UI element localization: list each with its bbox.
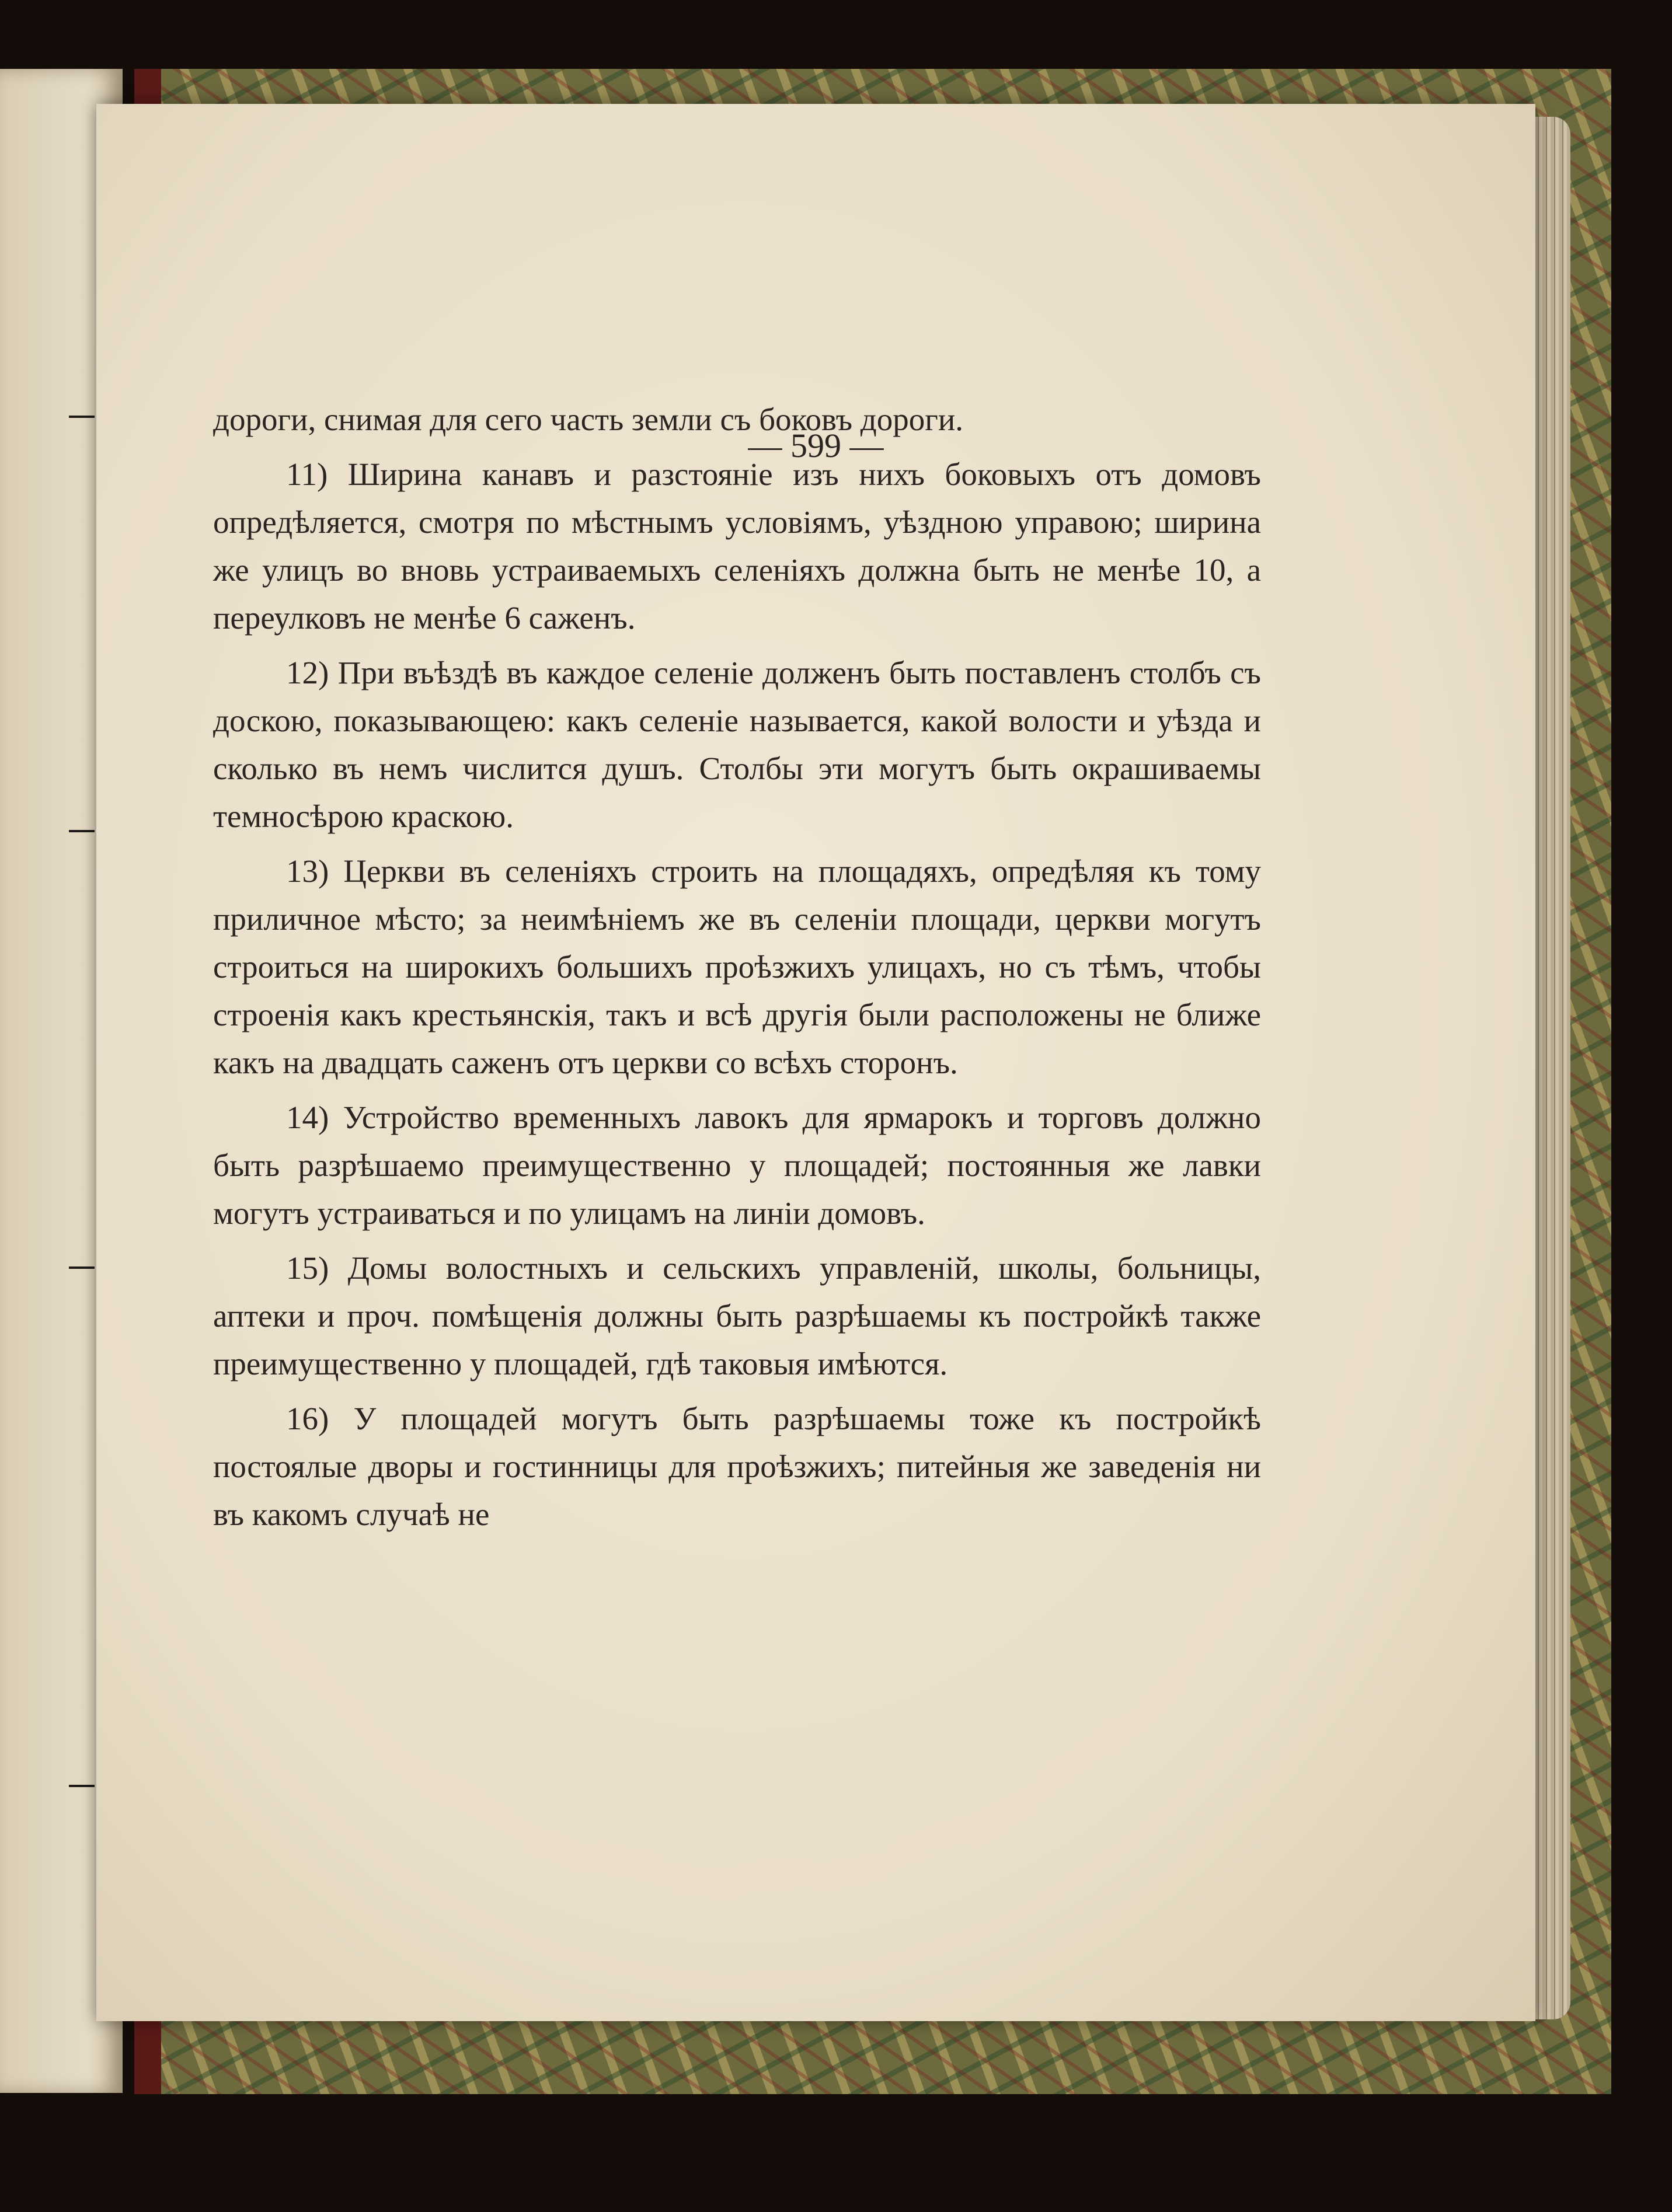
margin-mark xyxy=(69,416,95,428)
book-page xyxy=(96,104,1535,2021)
page-number: — 599 — xyxy=(748,427,884,465)
paragraph: дороги, снимая для сего часть земли съ боковъ дороги. xyxy=(213,402,964,437)
paragraph: 11) Ширина канавъ и разстояніе изъ нихъ боковыхъ отъ домовъ опредѣляется, смотря по мѣстнымъ условіямъ, уѣздною управою; ширина же улицъ во вновь устраиваемыхъ селеніяхъ должна быть не менѣе 10, а переулковъ не менѣе 6 саженъ. xyxy=(213,456,1261,636)
paragraph: 16) У площадей могутъ быть разрѣшаемы тоже къ постройкѣ постоялые дворы и гостинницы для проѣзжихъ; питейныя же заведенія ни въ какомъ случаѣ не xyxy=(213,1401,1261,1532)
margin-mark xyxy=(69,1785,95,1798)
paragraph: 15) Домы волостныхъ и сельскихъ управленій, школы, больницы, аптеки и проч. помѣщенія должны быть разрѣшаемы къ постройкѣ также преимущественно у площадей, гдѣ таковыя имѣются. xyxy=(213,1250,1261,1381)
margin-mark xyxy=(69,1267,95,1279)
paragraph: 14) Устройство временныхъ лавокъ для ярмарокъ и торговъ должно быть разрѣшаемо преимущественно у площадей; постоянныя же лавки могутъ устраиваться и по улицамъ на линіи домовъ. xyxy=(213,1100,1261,1231)
paragraph: 12) При въѣздѣ въ каждое селеніе долженъ быть поставленъ столбъ съ доскою, показывающею: какъ селеніе называется, какой волости и уѣзда и сколько въ немъ числится душъ. Столбы эти могутъ быть окрашиваемы темносѣрою краскою. xyxy=(213,655,1261,834)
margin-mark xyxy=(69,830,95,843)
page-body xyxy=(213,396,1261,1545)
paragraph: 13) Церкви въ селеніяхъ строить на площадяхъ, опредѣляя къ тому приличное мѣсто; за неимѣніемъ же въ селеніи площади, церкви могутъ строиться на широкихъ большихъ проѣзжихъ улицахъ, но съ тѣмъ, чтобы строенія какъ крестьянскія, такъ и всѣ другія были расположены не ближе какъ на двадцать саженъ отъ церкви со всѣхъ сторонъ. xyxy=(213,853,1261,1080)
